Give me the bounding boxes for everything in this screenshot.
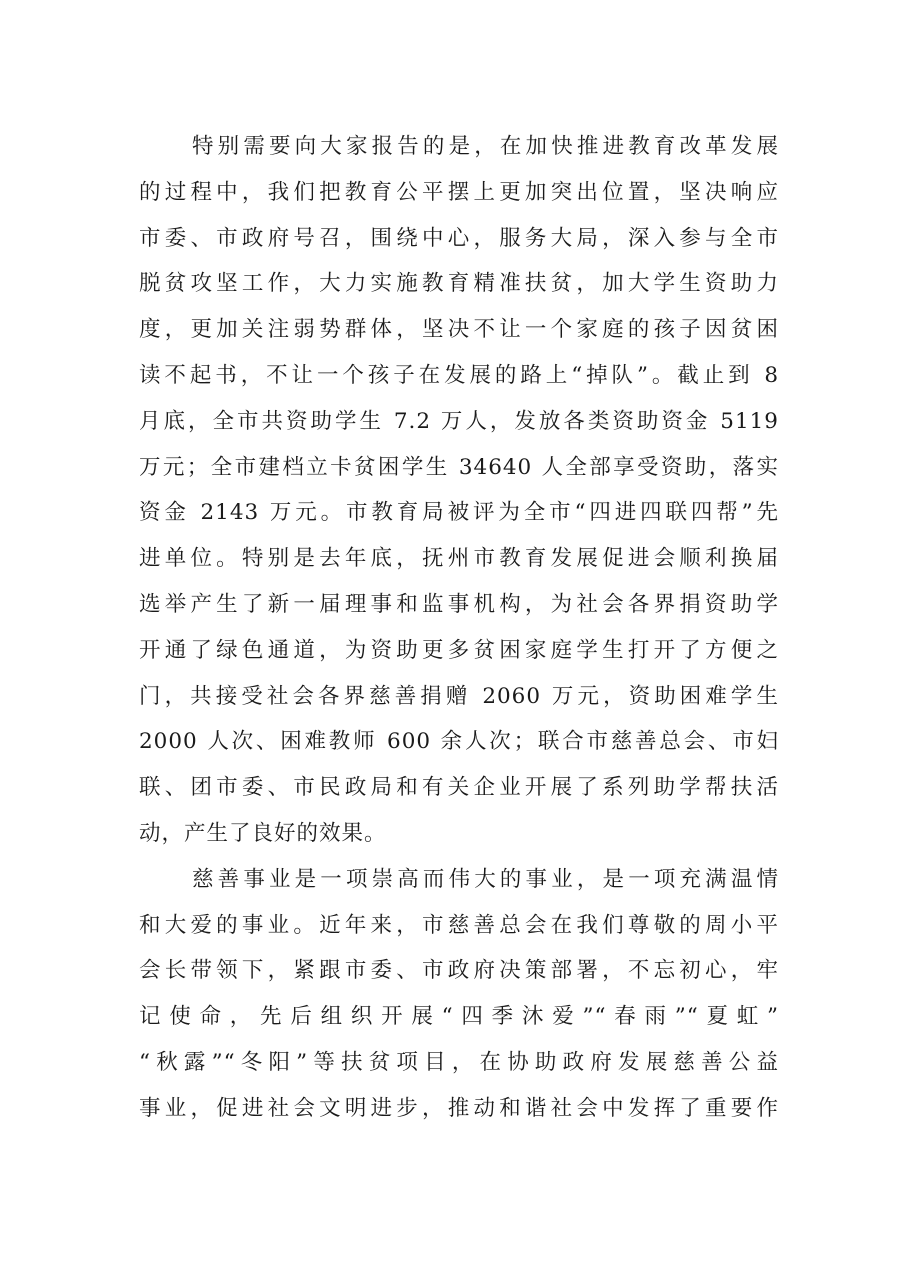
- text-line: 和大爱的事业。近年来，市慈善总会在我们尊敬的周小平: [139, 912, 779, 938]
- text-line: 度，更加关注弱势群体，坚决不让一个家庭的孩子因贫困: [139, 317, 779, 343]
- text-line: 记使命，先后组织开展“四季沐爱”“春雨”“夏虹”: [139, 1004, 779, 1030]
- text-line: 特别需要向大家报告的是，在加快推进教育改革发展: [192, 134, 779, 159]
- text-line: 脱贫攻坚工作，大力实施教育精准扶贫，加大学生资助力: [139, 271, 779, 297]
- text-line: 万元；全市建档立卡贫困学生 34640 人全部享受资助，落实: [139, 454, 779, 480]
- text-line: 市委、市政府号召，围绕中心，服务大局，深入参与全市: [139, 225, 779, 251]
- body-text: [139, 124, 779, 1132]
- text-line: 读不起书，不让一个孩子在发展的路上“掉队”。截止到 8: [139, 362, 779, 388]
- text-line: 资金 2143 万元。市教育局被评为全市“四进四联四帮”先: [139, 500, 779, 526]
- text-line: 门，共接受社会各界慈善捐赠 2060 万元，资助困难学生: [139, 683, 779, 709]
- text-line: 事业，促进社会文明进步，推动和谐社会中发挥了重要作: [139, 1095, 779, 1121]
- text-line: 选举产生了新一届理事和监事机构，为社会各界捐资助学: [139, 591, 779, 617]
- paragraph-1: [139, 124, 779, 857]
- text-line: “秋露”“冬阳”等扶贫项目，在协助政府发展慈善公益: [139, 1049, 779, 1075]
- text-line: 动，产生了良好的效果。: [139, 820, 387, 846]
- text-line: 月底，全市共资助学生 7.2 万人，发放各类资助资金 5119: [139, 408, 779, 434]
- text-line: 慈善事业是一项崇高而伟大的事业，是一项充满温情: [192, 866, 779, 892]
- text-line: 的过程中，我们把教育公平摆上更加突出位置，坚决响应: [139, 179, 779, 205]
- text-line: 会长带领下，紧跟市委、市政府决策部署，不忘初心，牢: [139, 958, 779, 984]
- text-line: 联、团市委、市民政局和有关企业开展了系列助学帮扶活: [139, 775, 779, 801]
- text-line: 2000 人次、困难教师 600 余人次；联合市慈善总会、市妇: [139, 729, 779, 755]
- text-line: 进单位。特别是去年底，抚州市教育发展促进会顺利换届: [139, 546, 779, 572]
- paragraph-2: [139, 857, 779, 1132]
- text-line: 开通了绿色通道，为资助更多贫困家庭学生打开了方便之: [139, 637, 779, 663]
